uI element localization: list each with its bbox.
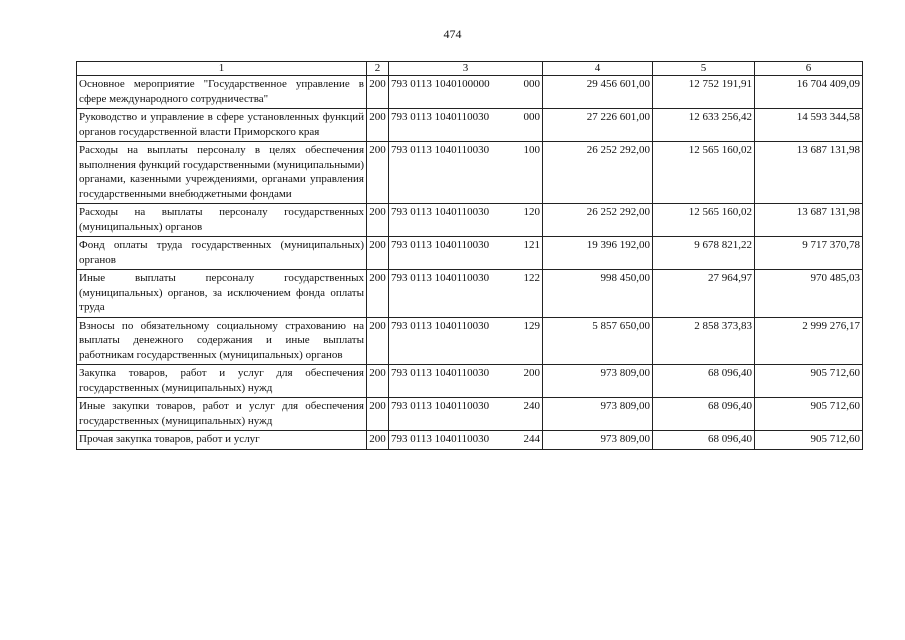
amount-col6: 905 712,60: [755, 431, 863, 450]
section-code: 200: [367, 204, 389, 237]
classification-code: 793 0113 1040110030: [391, 111, 490, 123]
amount-col5: 68 096,40: [653, 398, 755, 431]
table-row: [77, 317, 863, 365]
classification-code: 793 0113 1040110030: [391, 239, 490, 251]
classification-code: 793 0113 1040110030: [391, 319, 490, 332]
budget-code: [389, 398, 543, 431]
budget-code: [389, 365, 543, 398]
table-row: [77, 398, 863, 431]
table-header-row: [77, 62, 863, 76]
section-code: 200: [367, 142, 389, 204]
expense-name: Иные выплаты персоналу государственных (муниципальных) органов, за исключением фонда оплаты труда: [77, 270, 367, 318]
classification-code: 793 0113 1040110030: [391, 433, 490, 445]
page-number: 474: [443, 27, 462, 41]
expense-name: Руководство и управление в сфере установленных функций органов государственной власти Приморского края: [77, 109, 367, 142]
amount-col6: 14 593 344,58: [755, 109, 863, 142]
classification-code: 793 0113 1040100000: [391, 78, 490, 90]
budget-code: [389, 142, 543, 204]
table-row: [77, 365, 863, 398]
table-row: [77, 431, 863, 450]
expense-name: Основное мероприятие "Государственное управление в сфере международного сотрудничества": [77, 76, 367, 109]
budget-code: [389, 76, 543, 109]
amount-col5: 68 096,40: [653, 431, 755, 450]
amount-col6: 905 712,60: [755, 398, 863, 431]
amount-col4: 26 252 292,00: [543, 204, 653, 237]
amount-col5: 9 678 821,22: [653, 237, 755, 270]
expense-type-code: 100: [523, 144, 540, 156]
expense-name: Расходы на выплаты персоналу государственных (муниципальных) органов: [77, 204, 367, 237]
table-row: [77, 204, 863, 237]
table-row: [77, 142, 863, 204]
amount-col4: 973 809,00: [543, 365, 653, 398]
budget-code: [389, 431, 543, 450]
amount-col4: 973 809,00: [543, 398, 653, 431]
column-header: 3: [389, 62, 543, 76]
expense-type-code: 122: [523, 272, 540, 284]
column-header: 1: [77, 62, 367, 76]
amount-col5: 12 565 160,02: [653, 204, 755, 237]
classification-code: 793 0113 1040110030: [391, 367, 490, 379]
amount-col4: 973 809,00: [543, 431, 653, 450]
expense-type-code: 000: [523, 78, 540, 90]
amount-col4: 26 252 292,00: [543, 142, 653, 204]
classification-code: 793 0113 1040110030: [391, 272, 490, 284]
expense-type-code: 240: [523, 400, 540, 412]
amount-col5: 12 752 191,91: [653, 76, 755, 109]
budget-code: [389, 109, 543, 142]
budget-code: [389, 204, 543, 237]
expense-type-code: 120: [523, 206, 540, 218]
amount-col5: 12 565 160,02: [653, 142, 755, 204]
amount-col4: 5 857 650,00: [543, 317, 653, 365]
classification-code: 793 0113 1040110030: [391, 400, 490, 412]
amount-col5: 27 964,97: [653, 270, 755, 318]
column-header: 4: [543, 62, 653, 76]
amount-col6: 16 704 409,09: [755, 76, 863, 109]
table-row: [77, 109, 863, 142]
table-row: [77, 76, 863, 109]
expense-name: Расходы на выплаты персоналу в целях обеспечения выполнения функций государственными (муниципальными) органами, казенными учреждениями, органами управления государственными внебюджетными фондами: [77, 142, 367, 204]
expense-type-code: 129: [523, 319, 540, 332]
section-code: 200: [367, 237, 389, 270]
budget-code: [389, 270, 543, 318]
expense-type-code: 244: [523, 433, 540, 445]
amount-col6: 905 712,60: [755, 365, 863, 398]
amount-col5: 68 096,40: [653, 365, 755, 398]
amount-col5: 12 633 256,42: [653, 109, 755, 142]
column-header: 2: [367, 62, 389, 76]
column-header: 5: [653, 62, 755, 76]
classification-code: 793 0113 1040110030: [391, 144, 490, 156]
section-code: 200: [367, 109, 389, 142]
expense-type-code: 200: [523, 367, 540, 379]
section-code: 200: [367, 270, 389, 318]
classification-code: 793 0113 1040110030: [391, 206, 490, 218]
amount-col4: 19 396 192,00: [543, 237, 653, 270]
expense-name: Прочая закупка товаров, работ и услуг: [77, 431, 367, 450]
expense-name: Фонд оплаты труда государственных (муниципальных) органов: [77, 237, 367, 270]
amount-col6: 13 687 131,98: [755, 204, 863, 237]
expense-type-code: 121: [523, 239, 540, 251]
amount-col6: 9 717 370,78: [755, 237, 863, 270]
budget-table: [76, 61, 863, 450]
budget-code: [389, 237, 543, 270]
amount-col6: 970 485,03: [755, 270, 863, 318]
expense-name: Закупка товаров, работ и услуг для обеспечения государственных (муниципальных) нужд: [77, 365, 367, 398]
table-row: [77, 270, 863, 318]
table-row: [77, 237, 863, 270]
amount-col5: 2 858 373,83: [653, 317, 755, 365]
amount-col6: 13 687 131,98: [755, 142, 863, 204]
section-code: 200: [367, 431, 389, 450]
column-header: 6: [755, 62, 863, 76]
expense-type-code: 000: [523, 111, 540, 123]
expense-name: Взносы по обязательному социальному страхованию на выплаты денежного содержания и иные выплаты работникам государственных (муниципальных) органов: [77, 317, 367, 365]
section-code: 200: [367, 76, 389, 109]
section-code: 200: [367, 317, 389, 365]
section-code: 200: [367, 398, 389, 431]
section-code: 200: [367, 365, 389, 398]
amount-col6: 2 999 276,17: [755, 317, 863, 365]
budget-code: [389, 317, 543, 365]
amount-col4: 998 450,00: [543, 270, 653, 318]
amount-col4: 29 456 601,00: [543, 76, 653, 109]
amount-col4: 27 226 601,00: [543, 109, 653, 142]
expense-name: Иные закупки товаров, работ и услуг для обеспечения государственных (муниципальных) нужд: [77, 398, 367, 431]
